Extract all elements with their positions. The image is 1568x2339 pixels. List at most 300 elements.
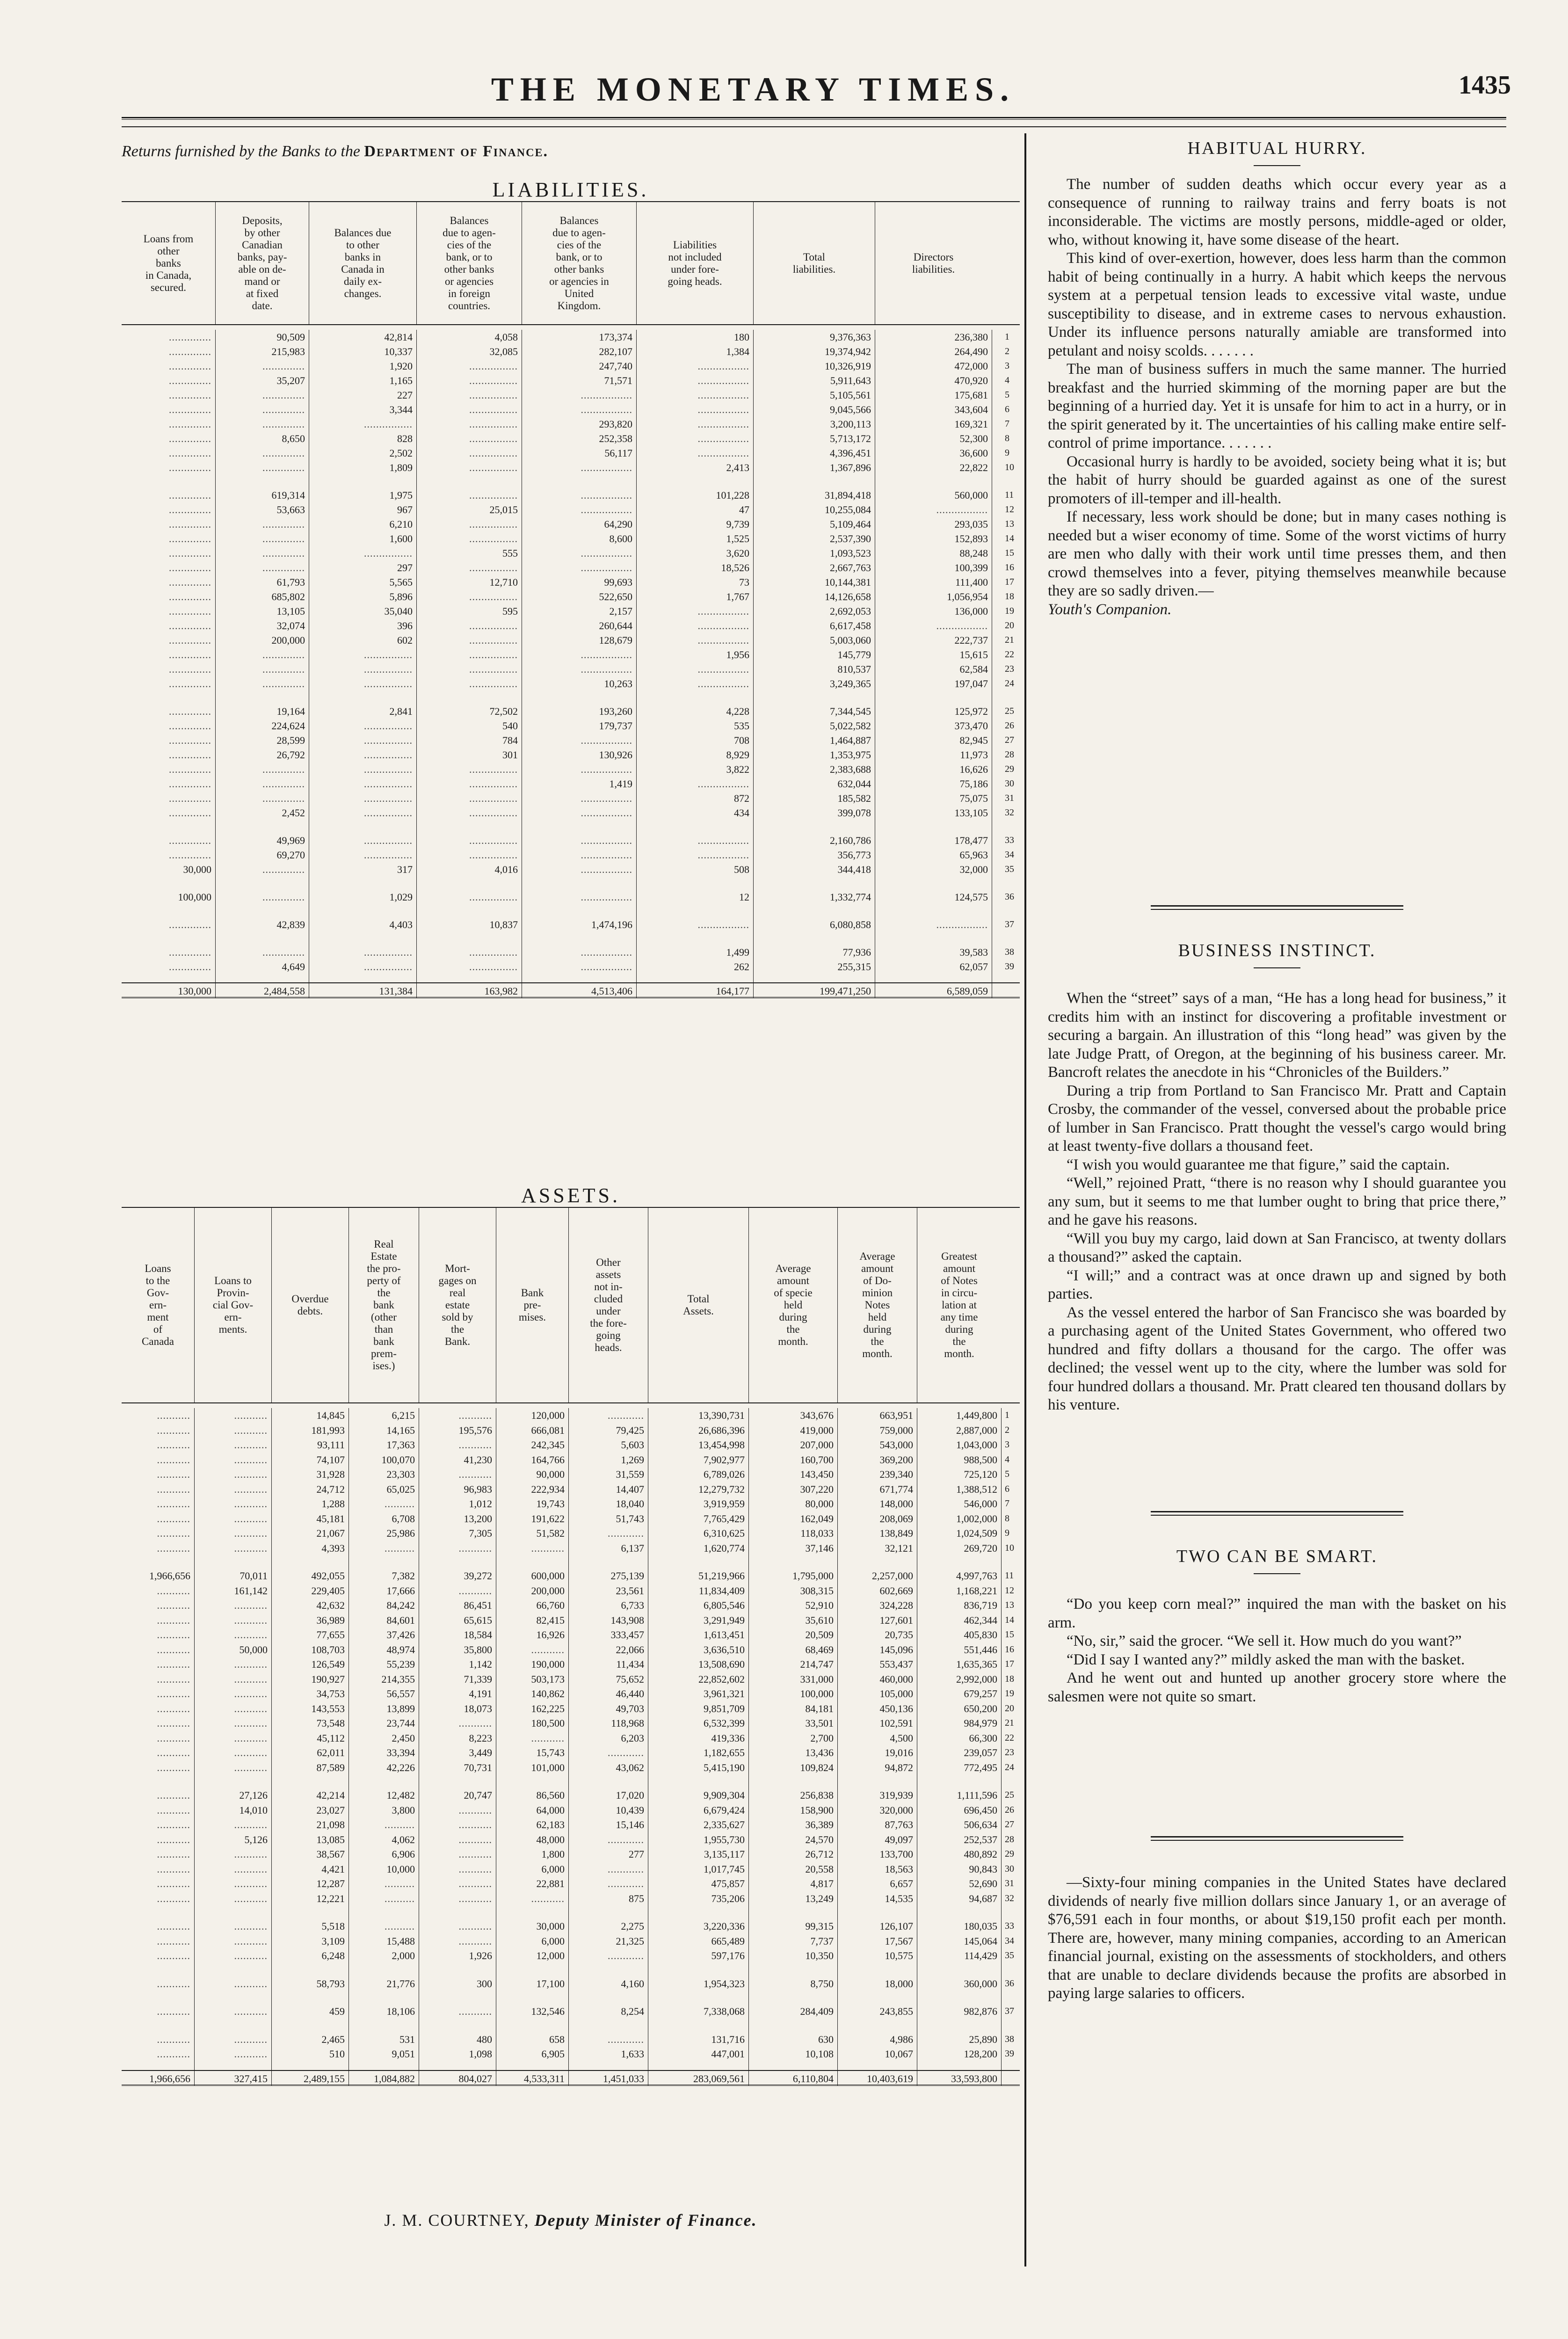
table-cell: 180,500 <box>531 1717 565 1729</box>
table-cell: 56,117 <box>604 447 632 459</box>
row-number: 31 <box>1005 793 1014 803</box>
table-cell: 222,934 <box>531 1483 565 1495</box>
table-cell: 49,969 <box>276 835 305 846</box>
table-cell: 475,857 <box>711 1878 745 1889</box>
table-cell: 114,429 <box>964 1950 997 1961</box>
table-cell: 79,425 <box>616 1424 644 1436</box>
table-cell: 84,181 <box>805 1702 834 1714</box>
row-number: 10 <box>1005 1542 1014 1553</box>
table-cell: ........... <box>234 1747 268 1758</box>
table-cell: 36,600 <box>959 447 988 459</box>
table-cell: 277 <box>629 1848 644 1860</box>
table-cell: 1,926 <box>469 1950 492 1961</box>
table-cell: 8,254 <box>621 2005 644 2017</box>
table-row <box>122 546 1020 560</box>
table-cell: 94,687 <box>969 1892 997 1904</box>
table-cell: 100,000 <box>178 891 211 903</box>
table-cell: 133,700 <box>879 1848 913 1860</box>
article-separator <box>1151 1836 1403 1841</box>
article-paragraph: “No, sir,” said the grocer. “We sell it. How much do you want?” <box>1067 1633 1462 1649</box>
table-cell: 58,793 <box>316 1977 345 1990</box>
row-number: 34 <box>1005 850 1014 860</box>
table-cell: 39,583 <box>959 946 988 958</box>
table-cell: ........... <box>234 1878 268 1889</box>
table-cell: ........... <box>157 1453 190 1466</box>
table-cell: 32,074 <box>276 620 305 632</box>
row-number: 19 <box>1005 1688 1014 1699</box>
table-cell: ................ <box>364 749 413 761</box>
table-cell: 1,024,509 <box>956 1527 997 1539</box>
table-cell: ........... <box>157 1527 190 1539</box>
table-row <box>122 1788 1020 1802</box>
table-cell: 24,570 <box>805 1833 834 1845</box>
table-cell: 105,000 <box>879 1688 913 1700</box>
table-cell: 37,146 <box>805 1542 834 1554</box>
table-row <box>122 1672 1020 1686</box>
row-number: 5 <box>1005 1469 1009 1479</box>
table-cell: 252,358 <box>599 433 632 444</box>
row-number: 20 <box>1005 1703 1014 1714</box>
table-cell: .............. <box>169 678 211 690</box>
table-cell: 17,363 <box>386 1439 415 1451</box>
table-cell: 23,303 <box>386 1468 415 1480</box>
table-cell: 69,270 <box>276 849 305 861</box>
table-cell: 2,692,053 <box>830 605 871 617</box>
table-cell: ................ <box>469 961 518 973</box>
row-number: 35 <box>1005 864 1014 874</box>
table-cell: 8,600 <box>609 533 632 545</box>
table-cell: 179,737 <box>599 720 632 732</box>
table-cell: ................ <box>469 946 518 958</box>
article-paragraph: Occasional hurry is hardly to be avoided, society being what it is; but the habit of hurry should be guarded against as one of the surest promoters of ill-temper and ill-health. <box>1048 453 1506 507</box>
table-cell: 1,966,656 <box>149 1570 190 1582</box>
table-cell: ........... <box>458 1848 492 1860</box>
table-cell: ................. <box>697 849 749 861</box>
table-cell: 56,557 <box>386 1688 415 1700</box>
table-cell: 25,890 <box>969 2033 997 2045</box>
table-cell: 1,332,774 <box>830 891 871 903</box>
column-rule <box>837 1408 838 2086</box>
table-cell: 33,394 <box>386 1747 415 1758</box>
table-cell: 630 <box>818 2033 834 2045</box>
table-cell: 16,626 <box>959 763 988 775</box>
row-number: 33 <box>1005 1921 1014 1931</box>
table-cell: .............. <box>169 946 211 958</box>
article-paragraph: And he went out and hunted up another grocery store where the salesmen were not quite so smart. <box>1048 1670 1506 1705</box>
table-cell: 1,975 <box>389 489 413 501</box>
table-cell: 1,168,221 <box>956 1584 997 1597</box>
table-cell: 602 <box>397 634 413 646</box>
table-cell: 10,337 <box>384 346 413 357</box>
table-cell: 125,972 <box>954 705 988 717</box>
table-cell: 21,098 <box>316 1819 345 1831</box>
row-number: 22 <box>1005 649 1014 660</box>
table-cell: 293,820 <box>599 418 632 430</box>
table-cell: 1,525 <box>726 533 749 545</box>
table-cell: 4,649 <box>282 961 305 973</box>
table-cell: ........... <box>234 1453 268 1466</box>
table-cell: .............. <box>169 375 211 386</box>
table-cell: ................ <box>364 734 413 746</box>
article-title: BUSINESS INSTINCT. <box>1178 941 1376 960</box>
table-cell: ........... <box>458 1878 492 1889</box>
table-cell: 4,817 <box>810 1878 834 1889</box>
table-cell: ........... <box>234 1732 268 1744</box>
table-cell: .............. <box>169 418 211 430</box>
table-cell: 127,601 <box>879 1614 913 1626</box>
table-cell: 120,000 <box>531 1409 565 1421</box>
table-cell: 24,712 <box>316 1483 345 1495</box>
table-cell: 32,121 <box>885 1542 913 1554</box>
table-cell: 3,449 <box>469 1747 492 1758</box>
total-cell: 327,415 <box>234 2072 268 2085</box>
table-cell: 5,518 <box>321 1920 345 1932</box>
table-cell: 180 <box>734 331 749 343</box>
table-row <box>122 676 1020 691</box>
row-number: 12 <box>1005 504 1014 515</box>
liabilities-header-cell: Liabilities not included under fore- going heads. <box>636 202 753 324</box>
total-cell: 1,084,882 <box>374 2072 415 2085</box>
table-row <box>122 560 1020 575</box>
total-cell: 1,966,656 <box>149 2072 190 2085</box>
total-cell: 131,384 <box>379 985 413 997</box>
table-cell: 356,773 <box>837 849 871 861</box>
table-cell: 967 <box>397 504 413 516</box>
table-cell: .............. <box>169 533 211 545</box>
table-cell: 130,926 <box>599 749 632 761</box>
table-cell: ........... <box>458 1409 492 1421</box>
table-cell: ........... <box>157 1819 190 1831</box>
table-row <box>122 1832 1020 1847</box>
table-cell: 373,470 <box>954 720 988 732</box>
table-cell: ........... <box>157 1878 190 1889</box>
table-cell: ................. <box>697 447 749 459</box>
table-cell: 10,326,919 <box>825 360 871 372</box>
table-cell: 6,679,424 <box>704 1804 745 1816</box>
table-cell: ........... <box>157 1935 190 1947</box>
table-cell: ........... <box>157 1673 190 1685</box>
row-number: 2 <box>1005 1424 1009 1435</box>
table-cell: 1,464,887 <box>830 734 871 746</box>
table-cell: 160,700 <box>800 1453 834 1466</box>
table-cell: ........... <box>157 1498 190 1510</box>
table-cell: 1,474,196 <box>591 919 632 930</box>
table-cell: ........... <box>157 2005 190 2017</box>
table-cell: ................ <box>469 663 518 675</box>
article-body <box>1048 1874 1506 2003</box>
table-cell: 480,892 <box>964 1848 997 1860</box>
liabilities-header-cell: Balances due to other banks in Canada in daily ex- changes. <box>309 202 416 324</box>
table-cell: 369,200 <box>879 1453 913 1466</box>
assets-header-cell: Loans to the Gov- ern- ment of Canada <box>142 1263 174 1347</box>
table-row <box>122 1598 1020 1613</box>
table-cell: .............. <box>169 404 211 415</box>
table-cell: ........... <box>458 1892 492 1904</box>
table-cell: ........... <box>531 1732 565 1744</box>
table-cell: ................ <box>364 663 413 675</box>
table-cell: 872 <box>734 792 749 804</box>
total-cell: 130,000 <box>178 985 211 997</box>
table-cell: ........... <box>234 1717 268 1729</box>
row-number: 8 <box>1005 1513 1009 1524</box>
table-cell: 93,111 <box>317 1439 345 1451</box>
row-number: 14 <box>1005 1614 1014 1625</box>
table-row <box>122 1934 1020 1948</box>
table-cell: .......... <box>385 1819 415 1831</box>
table-cell: 308,315 <box>800 1584 834 1597</box>
table-cell: 27,126 <box>239 1789 268 1801</box>
table-cell: 480 <box>477 2033 492 2045</box>
total-cell: 4,513,406 <box>591 985 632 997</box>
table-cell: ............ <box>608 2033 644 2045</box>
table-cell: 152,893 <box>954 533 988 545</box>
table-cell: 1,419 <box>609 778 632 790</box>
table-cell: ................ <box>469 433 518 444</box>
table-cell: ................. <box>697 360 749 372</box>
table-cell: 3,800 <box>392 1804 415 1816</box>
table-row <box>122 1847 1020 1861</box>
table-cell: 597,176 <box>711 1950 745 1961</box>
table-cell: 1,182,655 <box>704 1747 745 1758</box>
table-cell: 450,136 <box>879 1702 913 1714</box>
table-cell: ................. <box>581 864 632 875</box>
table-cell: 21,325 <box>616 1935 644 1947</box>
table-cell: ........... <box>157 1789 190 1801</box>
table-cell: 7,344,545 <box>830 705 871 717</box>
table-cell: 663,951 <box>879 1409 913 1421</box>
article-paragraph: When the “street” says of a man, “He has a long head for business,” it credits him with an instinct for discovering a profitable investment or securing a bargain. An illustration of this “long head” was given by the late Judge Pratt, of Oregon, at the beginning of his business career. Mr. Bancroft relates the anecdote in his “Chronicles of the Builders.” <box>1048 990 1506 1081</box>
table-cell: 128,200 <box>964 2048 997 2060</box>
table-cell: 331,000 <box>800 1673 834 1685</box>
table-cell: 181,993 <box>311 1424 345 1436</box>
table-cell: 13,390,731 <box>698 1409 745 1421</box>
table-cell: ................ <box>469 849 518 861</box>
table-cell: 32,085 <box>489 346 518 357</box>
table-cell: 42,814 <box>384 331 413 343</box>
table-row <box>122 431 1020 446</box>
table-cell: 282,107 <box>599 346 632 357</box>
table-cell: 143,553 <box>311 1702 345 1714</box>
row-number: 9 <box>1005 1528 1009 1538</box>
table-cell: .............. <box>262 360 305 372</box>
table-cell: .............. <box>169 562 211 574</box>
table-cell: 82,945 <box>959 734 988 746</box>
table-cell: 32,000 <box>959 864 988 875</box>
row-number: 29 <box>1005 764 1014 774</box>
table-cell: 317 <box>397 864 413 875</box>
row-number: 17 <box>1005 1659 1014 1669</box>
table-cell: 100,399 <box>954 562 988 574</box>
table-row <box>122 1627 1020 1642</box>
table-row <box>122 848 1020 862</box>
table-cell: 708 <box>734 734 749 746</box>
table-cell: 658 <box>549 2033 565 2045</box>
table-cell: 66,760 <box>536 1599 565 1611</box>
article-separator <box>1151 905 1403 910</box>
table-row <box>122 917 1020 932</box>
table-cell: .............. <box>262 462 305 473</box>
table-cell: 7,382 <box>392 1570 415 1582</box>
table-cell: 35,207 <box>276 375 305 386</box>
table-cell: 3,200,113 <box>830 418 871 430</box>
table-cell: 984,979 <box>964 1717 997 1729</box>
table-cell: 10,575 <box>885 1950 913 1961</box>
table-cell: 23,561 <box>616 1584 644 1597</box>
table-cell: 22,822 <box>959 462 988 473</box>
table-cell: 118,968 <box>611 1717 644 1729</box>
table-cell: 1,353,975 <box>830 749 871 761</box>
table-cell: 2,502 <box>389 447 413 459</box>
table-cell: 26,712 <box>805 1848 834 1860</box>
table-cell: 158,900 <box>800 1804 834 1816</box>
total-cell: 10,403,619 <box>867 2072 913 2085</box>
table-cell: 1,012 <box>469 1498 492 1510</box>
table-cell: 396 <box>397 620 413 632</box>
table-cell: 6,708 <box>392 1512 415 1525</box>
row-number: 12 <box>1005 1585 1014 1596</box>
table-row <box>122 1423 1020 1438</box>
table-cell: ........... <box>157 1747 190 1758</box>
table-row <box>122 1657 1020 1671</box>
table-cell: 197,047 <box>954 678 988 690</box>
table-cell: 96,983 <box>464 1483 492 1495</box>
table-cell: 70,731 <box>464 1761 492 1773</box>
returns-note-smallcaps: Department of Finance. <box>364 143 548 160</box>
table-cell: 1,954,323 <box>704 1977 745 1990</box>
table-cell: 1,269 <box>621 1453 644 1466</box>
table-cell: .............. <box>262 533 305 545</box>
table-cell: ................ <box>364 678 413 690</box>
table-cell: 15,146 <box>616 1819 644 1831</box>
row-number: 11 <box>1005 1570 1014 1581</box>
table-cell: .............. <box>169 835 211 846</box>
table-cell: .............. <box>262 562 305 574</box>
table-cell: 1,142 <box>469 1658 492 1670</box>
row-number: 28 <box>1005 1834 1014 1845</box>
table-cell: 14,407 <box>616 1483 644 1495</box>
table-cell: ........... <box>234 1920 268 1932</box>
row-number: 18 <box>1005 591 1014 602</box>
table-cell: ................ <box>469 591 518 603</box>
row-number: 24 <box>1005 1762 1014 1772</box>
table-cell: ........... <box>234 1950 268 1961</box>
table-cell: .......... <box>385 1542 415 1554</box>
article-paragraph: “I wish you would guarantee me that figure,” said the captain. <box>1067 1156 1450 1173</box>
table-cell: 6,310,625 <box>704 1527 745 1539</box>
table-cell: 124,575 <box>954 891 988 903</box>
table-cell: 784 <box>502 734 518 746</box>
table-cell: 87,763 <box>885 1819 913 1831</box>
table-cell: 12,279,732 <box>698 1483 745 1495</box>
table-cell: .............. <box>169 778 211 790</box>
table-row <box>122 1976 1020 1991</box>
table-cell: 255,315 <box>837 961 871 973</box>
liabilities-header-cell: Balances due to agen- cies of the bank, or to other banks or agencies in United Kingdom. <box>522 202 636 324</box>
table-cell: 65,025 <box>386 1483 415 1495</box>
table-cell: 64,290 <box>604 518 632 530</box>
table-cell: 293,035 <box>954 518 988 530</box>
total-cell: 1,451,033 <box>603 2072 644 2085</box>
table-cell: ................ <box>364 763 413 775</box>
table-row <box>122 791 1020 806</box>
table-cell: ........... <box>234 1848 268 1860</box>
table-cell: 111,400 <box>955 576 988 588</box>
table-cell: 22,066 <box>616 1643 644 1656</box>
table-row <box>122 959 1020 974</box>
table-cell: ........... <box>157 1702 190 1714</box>
table-cell: ........... <box>234 1483 268 1495</box>
table-cell: ................. <box>697 620 749 632</box>
column-rule <box>194 1408 195 2086</box>
table-row <box>122 1891 1020 1906</box>
table-cell: 55,239 <box>386 1658 415 1670</box>
table-row <box>122 748 1020 762</box>
row-number: 13 <box>1005 519 1014 529</box>
table-cell: 4,058 <box>494 331 518 343</box>
table-cell: 3,135,117 <box>704 1848 745 1860</box>
table-cell: 671,774 <box>879 1483 913 1495</box>
table-row <box>122 719 1020 733</box>
table-cell: 5,565 <box>389 576 413 588</box>
table-cell: ........... <box>157 1658 190 1670</box>
table-cell: 236,380 <box>954 331 988 343</box>
table-cell: 53,663 <box>276 504 305 516</box>
table-cell: 4,062 <box>392 1833 415 1845</box>
table-cell: 9,051 <box>392 2048 415 2060</box>
table-cell: 169,321 <box>954 418 988 430</box>
table-cell: 7,765,429 <box>704 1512 745 1525</box>
table-cell: ................. <box>581 792 632 804</box>
table-cell: 62,011 <box>317 1747 345 1758</box>
table-cell: 10,108 <box>805 2048 834 2060</box>
table-cell: 86,560 <box>536 1789 565 1801</box>
table-cell: ................ <box>469 404 518 415</box>
table-cell: 284,409 <box>800 2005 834 2017</box>
table-cell: .............. <box>169 518 211 530</box>
row-number: 36 <box>1005 892 1014 902</box>
table-cell: ................ <box>469 389 518 401</box>
table-row <box>122 2004 1020 2019</box>
table-cell: 36,989 <box>316 1614 345 1626</box>
row-number: 23 <box>1005 1747 1014 1758</box>
table-row <box>122 1569 1020 1583</box>
table-cell: 45,112 <box>317 1732 345 1744</box>
article-body <box>1048 1595 1506 1706</box>
table-cell: ........... <box>157 1833 190 1845</box>
table-cell: 4,997,763 <box>956 1570 997 1582</box>
row-number: 38 <box>1005 947 1014 957</box>
table-cell: 11,434 <box>616 1658 644 1670</box>
table-cell: 3,822 <box>726 763 749 775</box>
table-cell: ........... <box>234 1409 268 1421</box>
table-cell: 419,336 <box>711 1732 745 1744</box>
table-cell: ................. <box>581 946 632 958</box>
row-number: 5 <box>1005 390 1009 400</box>
table-cell: 3,620 <box>726 547 749 559</box>
returns-note-italic: Returns furnished by the Banks to the <box>122 143 360 160</box>
table-cell: 90,843 <box>969 1863 997 1875</box>
table-cell: 18,000 <box>885 1977 913 1990</box>
table-cell: ........... <box>234 1599 268 1611</box>
table-row <box>122 1745 1020 1760</box>
table-cell: 1,767 <box>726 591 749 603</box>
table-row <box>122 388 1020 402</box>
table-cell: .............. <box>169 591 211 603</box>
table-row <box>122 1482 1020 1496</box>
table-row <box>122 945 1020 959</box>
table-cell: 447,001 <box>711 2048 745 2060</box>
table-cell: ................. <box>697 404 749 415</box>
